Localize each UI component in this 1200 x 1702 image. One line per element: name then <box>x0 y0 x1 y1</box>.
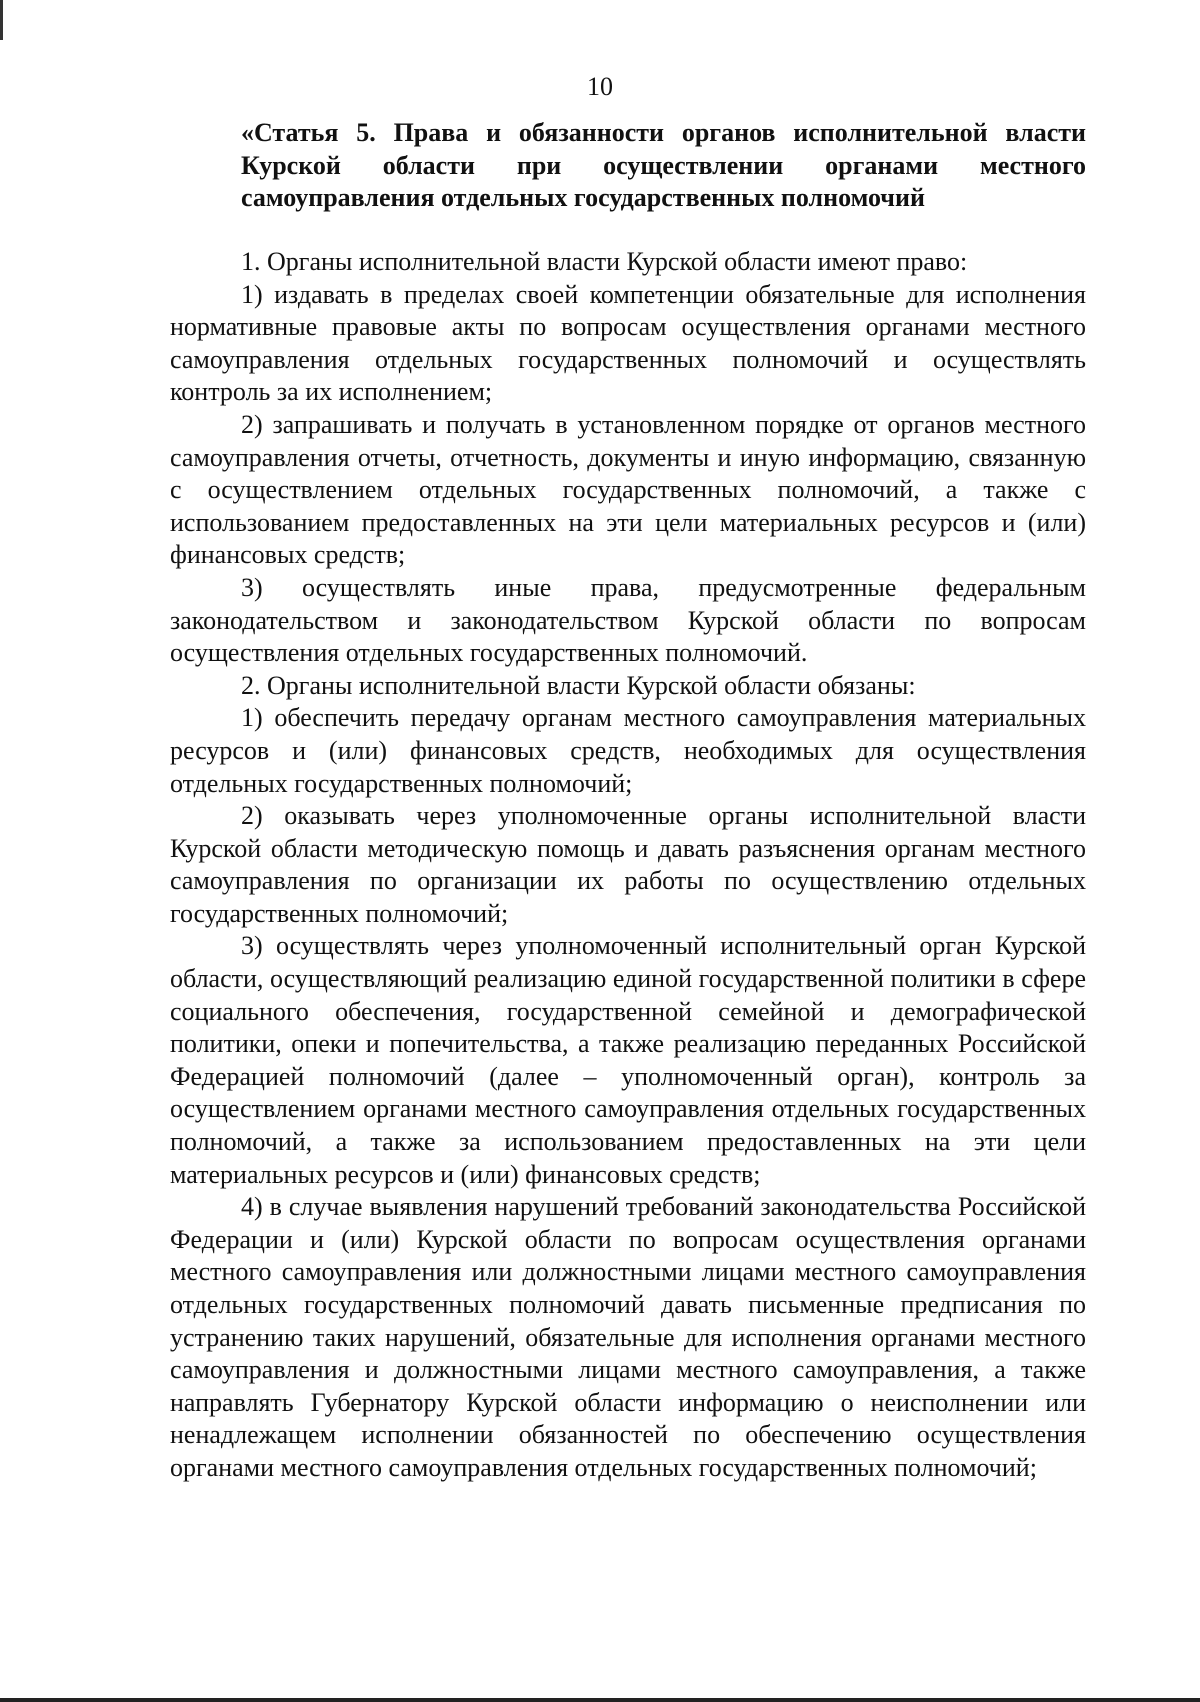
paragraph-1-3: 3) осуществлять иные права, предусмотренные федеральным законодательством и законодательством Курской области по вопросам осуществления отдельных государственных полномочий. <box>170 572 1086 668</box>
paragraph-1-1: 1) издавать в пределах своей компетенции обязательные для исполнения нормативные правовые акты по вопросам осуществления органами местного самоуправления отдельных государственных полномочий и осуществлять контроль за их исполнением; <box>170 279 1086 407</box>
paragraph-2: 2. Органы исполнительной власти Курской области обязаны: <box>241 670 916 700</box>
paragraph-1: 1. Органы исполнительной власти Курской области имеют право: <box>241 247 968 276</box>
article-title <box>170 117 1086 215</box>
scan-edge-left <box>0 0 3 40</box>
paragraph-2-4: 4) в случае выявления нарушений требований законодательства Российской Федерации и (или) Курской области по вопросам осуществления органами местного самоуправления или должностными лицами местного самоуправления отдельных государственных полномочий давать письменные предписания по устранению таких нарушений, обязательные для исполнения органами местного самоуправления и должностными лицами местного самоуправления, а также направлять Губернатору Курской области информацию о неисполнении или ненадлежащем исполнении обязанностей по обеспечению осуществления органами местного самоуправления отдельных государственных полномочий; <box>170 1192 1086 1482</box>
scan-edge-bottom <box>0 1698 1200 1702</box>
paragraph-2-1: 1) обеспечить передачу органам местного самоуправления материальных ресурсов и (или) финансовых средств, необходимых для осуществления отдельных государственных полномочий; <box>170 703 1086 798</box>
article-body <box>170 246 1086 1485</box>
paragraph-1-2: 2) запрашивать и получать в установленном порядке от органов местного самоуправления отчеты, отчетность, документы и иную информацию, связанную с осуществлением отдельных государственных полномочий, а также с использованием предоставленных на эти цели материальных ресурсов и (или) финансовых средств; <box>170 409 1086 570</box>
page-number: 10 <box>587 72 613 101</box>
paragraph-2-3: 3) осуществлять через уполномоченный исполнительный орган Курской области, осуществляющий реализацию единой государственной политики в сфере социального обеспечения, государственной семейной и демографической политики, опеки и попечительства, а также реализацию переданных Российской Федерацией полномочий (далее – уполномоченный орган), контроль за осуществлением органами местного самоуправления отдельных государственных полномочий, а также за использованием предоставленных на эти цели материальных ресурсов и (или) финансовых средств; <box>170 931 1086 1189</box>
paragraph-2-2: 2) оказывать через уполномоченные органы исполнительной власти Курской области методическую помощь и давать разъяснения органам местного самоуправления по организации их работы по осуществлению отдельных государственных полномочий; <box>170 801 1086 928</box>
article-title-text: «Статья 5. Права и обязанности органов исполнительной власти Курской области при осуществлении органами местного самоуправления отдельных государственных полномочий <box>241 118 1086 212</box>
